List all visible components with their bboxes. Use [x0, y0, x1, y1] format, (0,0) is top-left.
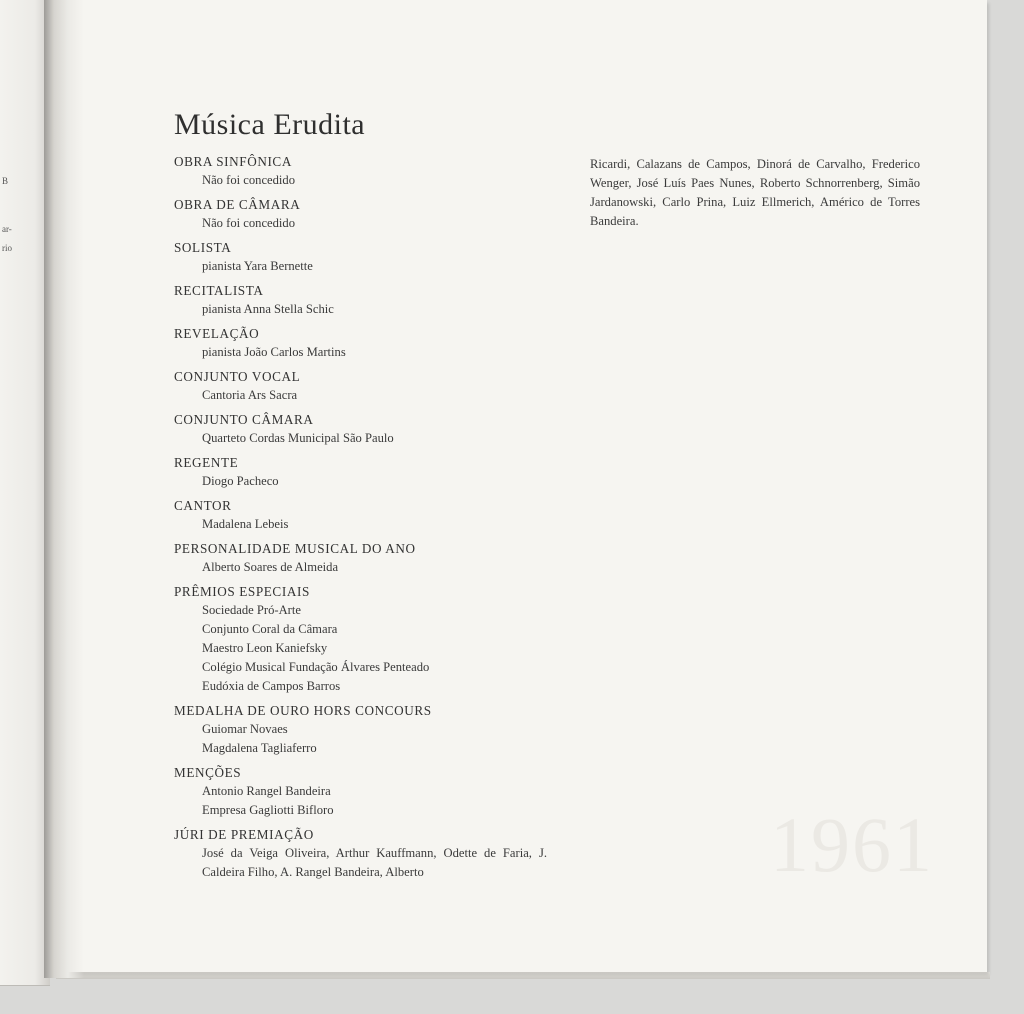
award-recipient: pianista Yara Bernette — [202, 259, 313, 273]
left-page-fragment: ar- — [2, 224, 12, 234]
award-recipient: Magdalena Tagliaferro — [202, 741, 317, 755]
award-recipient: Conjunto Coral da Câmara — [202, 622, 338, 636]
award-section — [174, 368, 574, 405]
book-gutter — [44, 0, 84, 978]
award-section — [174, 196, 574, 233]
award-recipient: Quarteto Cordas Municipal São Paulo — [202, 431, 394, 445]
jury-members: José da Veiga Oliveira, Arthur Kauffmann, Odette de Faria, J. Caldeira Filho, A. Rangel Bandeira, Alberto — [202, 846, 547, 879]
award-heading: REVELAÇÃO — [174, 326, 260, 341]
award-section — [174, 239, 574, 276]
award-heading: CONJUNTO VOCAL — [174, 369, 301, 384]
left-page-fragment: B — [2, 176, 9, 186]
award-recipient: Madalena Lebeis — [202, 517, 289, 531]
award-heading: OBRA SINFÔNICA — [174, 154, 292, 169]
award-section — [174, 583, 574, 696]
award-heading: MEDALHA DE OURO HORS CONCOURS — [174, 703, 432, 718]
award-heading: REGENTE — [174, 455, 239, 470]
award-recipient: Antonio Rangel Bandeira — [202, 784, 331, 798]
award-recipient: Empresa Gagliotti Bifloro — [202, 803, 334, 817]
year-watermark: 1961 — [770, 801, 934, 888]
page-stack-edge — [56, 972, 990, 979]
award-heading: OBRA DE CÂMARA — [174, 197, 301, 212]
jury-heading: JÚRI DE PREMIAÇÃO — [174, 827, 314, 842]
award-section — [174, 325, 574, 362]
award-heading: PERSONALIDADE MUSICAL DO ANO — [174, 541, 416, 556]
award-section — [174, 153, 574, 190]
award-recipient: Não foi concedido — [202, 216, 296, 230]
award-recipient: Diogo Pacheco — [202, 474, 279, 488]
award-section — [174, 764, 574, 820]
award-recipient: Guiomar Novaes — [202, 722, 288, 736]
award-heading: CONJUNTO CÂMARA — [174, 412, 314, 427]
award-recipient: Colégio Musical Fundação Álvares Penteado — [202, 660, 430, 674]
award-recipient: Sociedade Pró-Arte — [202, 603, 301, 617]
left-page-fragment: rio — [2, 243, 12, 253]
award-recipient: Não foi concedido — [202, 173, 296, 187]
award-section — [174, 702, 574, 758]
award-heading: MENÇÕES — [174, 765, 242, 780]
award-recipient: Alberto Soares de Almeida — [202, 560, 339, 574]
award-heading: SOLISTA — [174, 240, 232, 255]
award-heading: RECITALISTA — [174, 283, 264, 298]
award-recipient: Cantoria Ars Sacra — [202, 388, 298, 402]
award-heading: CANTOR — [174, 498, 232, 513]
award-heading: PRÊMIOS ESPECIAIS — [174, 584, 310, 599]
award-section — [174, 411, 574, 448]
jury-section — [174, 826, 574, 882]
award-recipient: pianista Anna Stella Schic — [202, 302, 334, 316]
award-section — [174, 540, 574, 577]
award-section — [174, 282, 574, 319]
jury-continuation: Ricardi, Calazans de Campos, Dinorá de Carvalho, Frederico Wenger, José Luís Paes Nunes, Roberto Schnorrenberg, Simão Jardanowski, Carlo Prina, Luiz Ellmerich, Américo de Torres Bandeira. — [590, 157, 920, 228]
award-recipient: Maestro Leon Kaniefsky — [202, 641, 328, 655]
left-page-edge — [0, 0, 50, 986]
award-section — [174, 497, 574, 534]
page-title: Música Erudita — [174, 108, 366, 141]
award-section — [174, 454, 574, 491]
award-recipient: pianista João Carlos Martins — [202, 345, 346, 359]
award-recipient: Eudóxia de Campos Barros — [202, 679, 341, 693]
awards-column — [174, 153, 574, 888]
